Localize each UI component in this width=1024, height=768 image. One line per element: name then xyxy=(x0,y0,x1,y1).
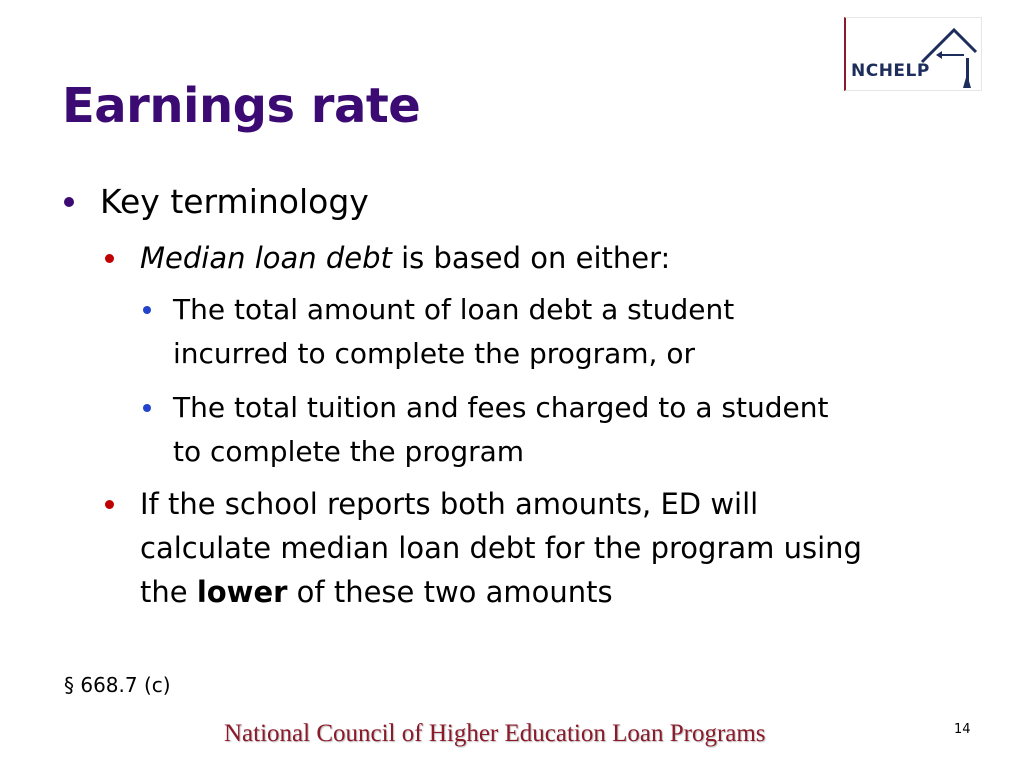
bullet-dot xyxy=(143,306,151,314)
bullet-dot xyxy=(64,197,74,207)
logo-text: NCHELP xyxy=(851,61,930,81)
bullet-dot xyxy=(143,404,151,412)
bullet-text: Key terminology xyxy=(100,182,369,221)
bullet-text-line1: If the school reports both amounts, ED will xyxy=(140,487,759,521)
lower-pre: the xyxy=(140,575,197,609)
bullet-text-line2: incurred to complete the program, or xyxy=(173,337,695,370)
lower-emphasis: lower xyxy=(196,575,288,609)
nchelp-logo xyxy=(844,17,982,91)
bullet-dot xyxy=(105,500,114,509)
bullet-text-line1: The total amount of loan debt a student xyxy=(173,293,735,326)
lower-post: of these two amounts xyxy=(287,575,613,609)
page-number: 14 xyxy=(954,722,971,737)
bullet-text-line3 xyxy=(140,570,613,614)
bullet-text-line2: to complete the program xyxy=(173,435,525,468)
bullet-text xyxy=(140,236,670,280)
regulation-reference: § 668.7 (c) xyxy=(64,673,171,697)
bullet-text-line1: The total tuition and fees charged to a student xyxy=(173,391,829,424)
bullet-dot xyxy=(105,254,114,263)
median-loan-debt-term: Median loan debt xyxy=(140,241,392,275)
footer-organization: National Council of Higher Education Loan Programs xyxy=(224,720,766,747)
slide-title: Earnings rate xyxy=(62,78,421,134)
median-rest-text: is based on either: xyxy=(391,241,671,275)
bullet-text-line2: calculate median loan debt for the program using xyxy=(140,531,862,565)
